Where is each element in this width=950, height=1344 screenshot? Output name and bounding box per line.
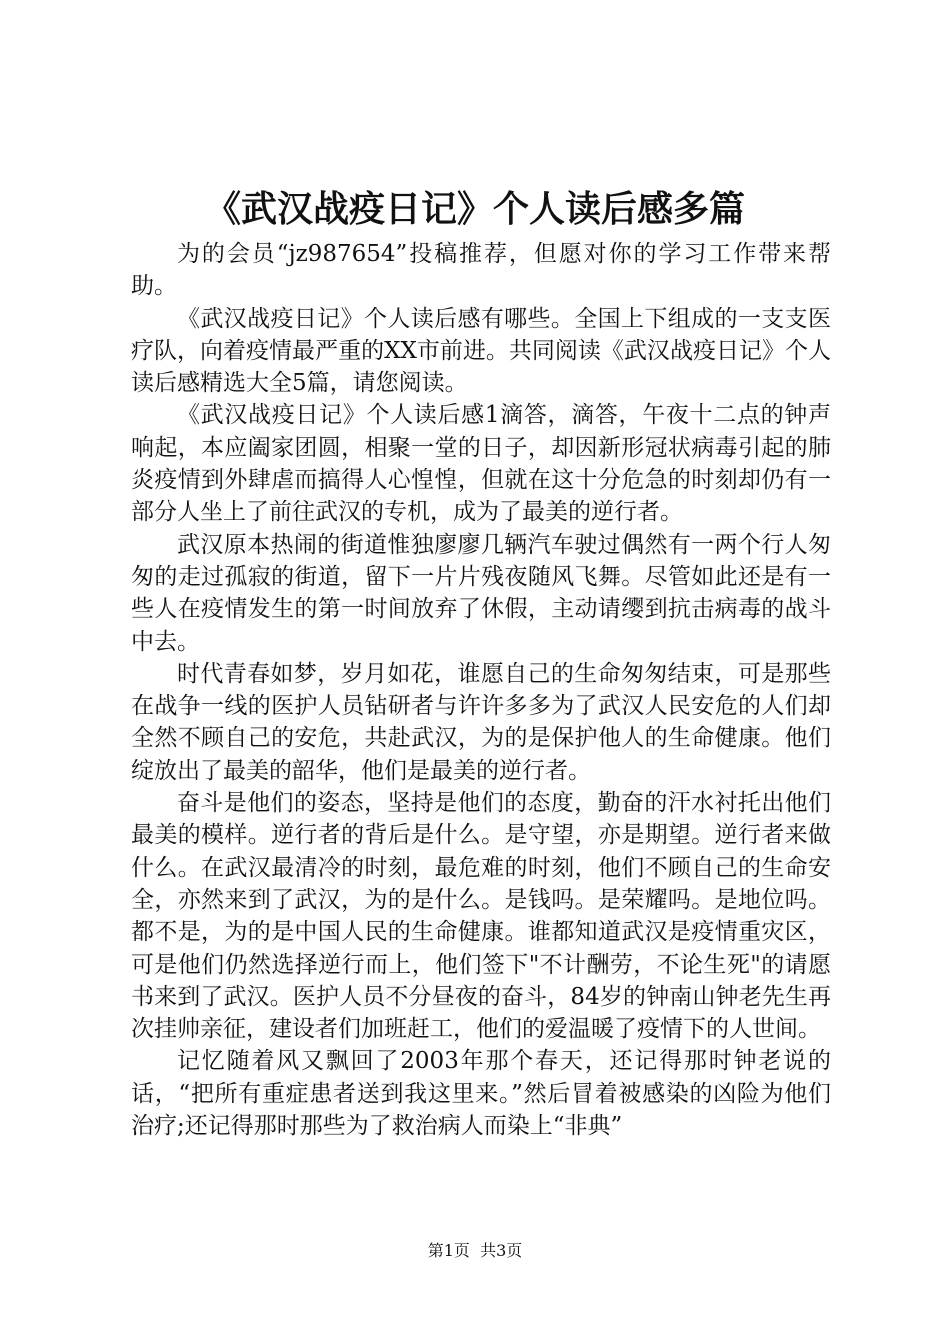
page-number-footer bbox=[0, 1239, 950, 1263]
paragraph: 《武汉战疫日记》个人读后感有哪些。全国上下组成的一支支医疗队，向着疫情最严重的XX市前进。共同阅读《武汉战疫日记》个人读后感精选大全5篇，请您阅读。 bbox=[131, 305, 831, 397]
paragraph: 《武汉战疫日记》个人读后感1滴答，滴答，午夜十二点的钟声响起，本应阖家团圆，相聚一堂的日子，却因新形冠状病毒引起的肺炎疫情到外肆虐而搞得人心惶惶，但就在这十分危急的时刻却仍有一部分人坐上了前往武汉的专机，成为了最美的逆行者。 bbox=[131, 402, 831, 526]
paragraph: 为的会员“jz987654”投稿推荐，但愿对你的学习工作带来帮助。 bbox=[131, 241, 831, 300]
footer-spacer bbox=[470, 1241, 480, 1260]
document-title: 《武汉战疫日记》个人读后感多篇 bbox=[204, 188, 745, 230]
page-current: 第1页 bbox=[427, 1241, 470, 1260]
paragraph: 奋斗是他们的姿态，坚持是他们的态度，勤奋的汗水衬托出他们最美的模样。逆行者的背后是什么。是守望，亦是期望。逆行者来做什么。在武汉最清冷的时刻，最危难的时刻，他们不顾自己的生命安全，亦然来到了武汉，为的是什么。是钱吗。是荣耀吗。是地位吗。都不是，为的是中国人民的生命健康。谁都知道武汉是疫情重灾区，可是他们仍然选择逆行而上，他们签下"不计酬劳，不论生死"的请愿书来到了武汉。医护人员不分昼夜的奋斗，84岁的钟南山钟老先生再次挂帅亲征，建设者们加班赶工，他们的爱温暖了疫情下的人世间。 bbox=[131, 790, 831, 1043]
page-total: 共3页 bbox=[480, 1241, 523, 1260]
paragraph: 记忆随着风又飘回了2003年那个春天，还记得那时钟老说的话，“把所有重症患者送到我这里来。”然后冒着被感染的凶险为他们治疗;还记得那时那些为了救治病人而染上“非典” bbox=[131, 1048, 831, 1140]
paragraph: 武汉原本热闹的街道惟独廖廖几辆汽车驶过偶然有一两个行人匆匆的走过孤寂的街道，留下一片片残夜随风飞舞。尽管如此还是有一些人在疫情发生的第一时间放弃了休假，主动请缨到抗击病毒的战斗中去。 bbox=[131, 531, 831, 655]
document-body bbox=[131, 238, 831, 1142]
paragraph: 时代青春如梦，岁月如花，谁愿自己的生命匆匆结束，可是那些在战争一线的医护人员钻研者与许许多多为了武汉人民安危的人们却全然不顾自己的安危，共赴武汉，为的是保护他人的生命健康。他们绽放出了最美的韶华，他们是最美的逆行者。 bbox=[131, 660, 831, 784]
